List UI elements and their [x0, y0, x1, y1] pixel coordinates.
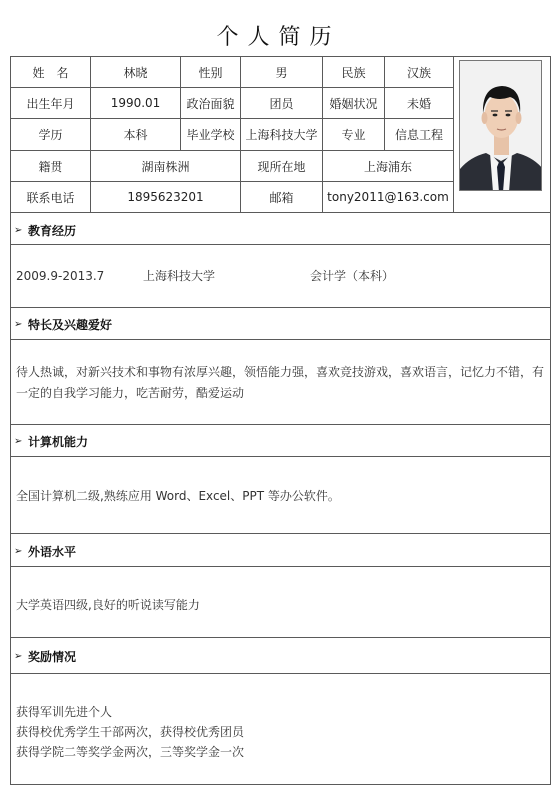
politics-label: 政治面貌 — [186, 96, 235, 111]
section-title: 奖励情况 — [28, 649, 77, 664]
education-major: 会计学（本科） — [310, 269, 395, 283]
award-item: 获得学院二等奖学金两次，三等奖学金一次 — [16, 745, 245, 759]
school-label: 毕业学校 — [186, 128, 235, 142]
origin-label: 籍贯 — [38, 159, 63, 174]
name-label: 姓 名 — [32, 65, 69, 80]
page-title: 个人简历 — [216, 25, 341, 50]
major-value: 信息工程 — [394, 128, 443, 142]
section-header-education — [14, 218, 76, 242]
arrow-bullet-icon: ➢ — [14, 650, 23, 662]
language-text: 大学英语四级,良好的听说读写能力 — [16, 598, 200, 612]
degree-value: 本科 — [123, 128, 148, 142]
section-header-computer — [14, 429, 88, 453]
major-label: 专业 — [341, 128, 366, 142]
education-period: 2009.9-2013.7 — [16, 269, 105, 283]
section-title: 特长及兴趣爱好 — [28, 317, 113, 332]
award-item: 获得校优秀学生干部两次，获得校优秀团员 — [16, 725, 245, 739]
portrait-photo — [459, 60, 542, 191]
marital-value: 未婚 — [406, 96, 431, 111]
section-title: 计算机能力 — [28, 434, 89, 449]
section-header-awards — [14, 644, 76, 668]
computer-text: 全国计算机二级,熟练应用 Word、Excel、PPT 等办公软件。 — [16, 489, 340, 503]
award-item: 获得军训先进个人 — [16, 705, 113, 719]
residence-label: 现所在地 — [257, 159, 306, 174]
birth-value: 1990.01 — [110, 96, 161, 110]
school-value: 上海科技大学 — [245, 128, 318, 142]
section-title: 教育经历 — [28, 223, 77, 238]
name-value: 林晓 — [123, 65, 148, 80]
degree-label: 学历 — [38, 128, 63, 142]
politics-value: 团员 — [269, 96, 294, 111]
residence-value: 上海浦东 — [363, 159, 412, 174]
gender-label: 性别 — [198, 65, 223, 80]
portrait-image — [460, 61, 542, 191]
email-value: tony2011@163.com — [327, 190, 449, 204]
education-entry — [16, 266, 549, 286]
section-header-language — [14, 539, 76, 563]
arrow-bullet-icon: ➢ — [14, 545, 23, 557]
marital-label: 婚姻状况 — [329, 96, 378, 111]
phone-value: 1895623201 — [127, 190, 204, 204]
origin-value: 湖南株洲 — [141, 159, 190, 174]
arrow-bullet-icon: ➢ — [14, 318, 23, 330]
section-header-hobbies — [14, 312, 112, 336]
gender-value: 男 — [275, 65, 288, 80]
birth-label: 出生年月 — [26, 96, 75, 111]
ethnicity-value: 汉族 — [406, 65, 431, 80]
education-school: 上海科技大学 — [143, 269, 216, 283]
arrow-bullet-icon: ➢ — [14, 224, 23, 236]
ethnicity-label: 民族 — [341, 65, 366, 80]
awards-list — [16, 702, 549, 762]
hobbies-text: 待人热诚，对新兴技术和事物有浓厚兴趣，领悟能力强，喜欢竞技游戏，喜欢语言，记忆力不错，有一定的自我学习能力，吃苦耐劳，酷爱运动 — [16, 365, 545, 400]
arrow-bullet-icon: ➢ — [14, 435, 23, 447]
phone-label: 联系电话 — [26, 190, 75, 205]
email-label: 邮箱 — [269, 190, 294, 205]
section-title: 外语水平 — [28, 544, 77, 559]
